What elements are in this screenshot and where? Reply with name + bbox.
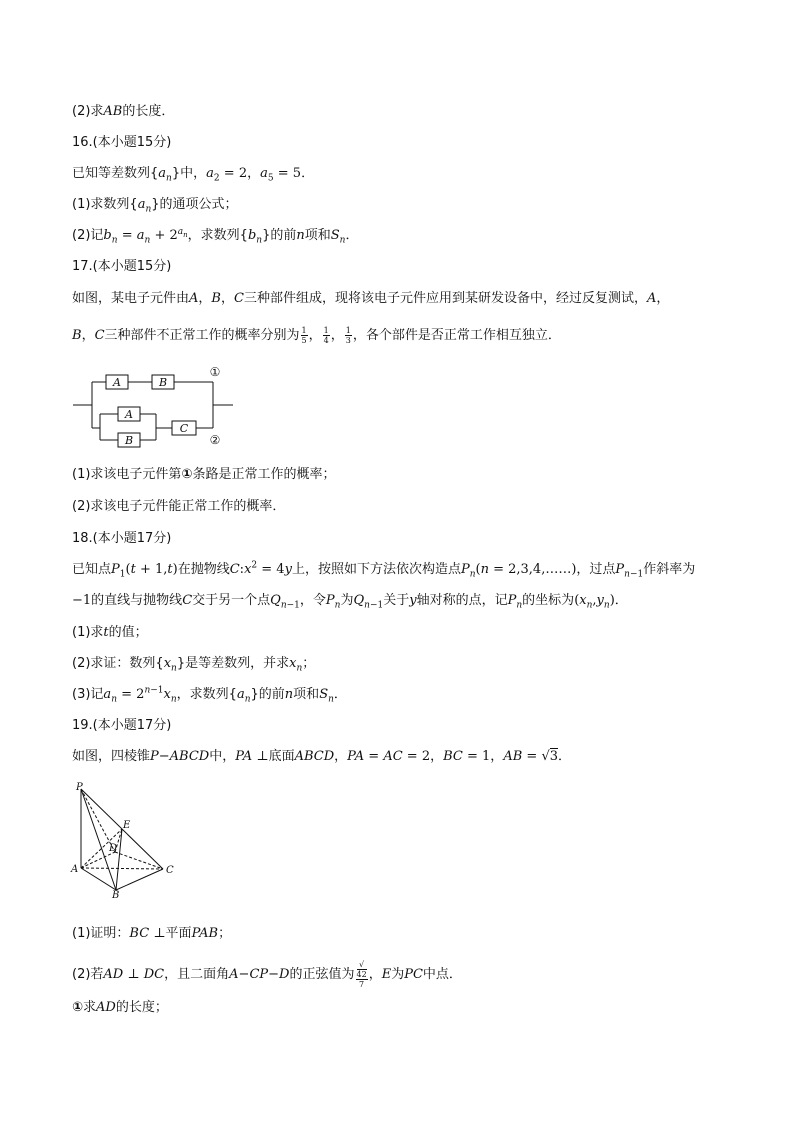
q16-part1: (1)求数列$\{a_n\}$的通项公式； — [72, 197, 238, 215]
pyramid-label-c: C — [166, 865, 174, 876]
q18-stem-2: −1的直线与抛物线C交于另一个点$Q_{n-1}$，令$P_n$为$Q_{n-1}$关于y轴对称的点，记$P_n$的坐标为$(x_n,y_n)$． — [72, 593, 628, 611]
q17-stem-2: B，C三种部件不正常工作的概率分别为 $\frac{1}{5}$ ， $\frac{1}{4}$ ， $\frac{1}{3}$ ，各个部件是否正常工作相互独立． — [72, 326, 561, 345]
circuit-path-2-label: ② — [209, 433, 221, 447]
pyramid-label-a: A — [71, 864, 79, 875]
q18-part3: (3)记$a_n = 2^{n-1}x_n$，求数列$\{a_n\}$的前n项和$S_n$． — [72, 685, 347, 705]
q17-part1: (1)求该电子元件第①条路是正常工作的概率； — [72, 467, 336, 482]
q16-part2: (2)记$b_n = a_n + 2^{a_n}$，求数列$\{b_n\}$的前n项和$S_n$． — [72, 226, 359, 246]
pyramid-label-e: E — [123, 820, 131, 831]
q19-part2: (2)若AD ⊥ DC，且二面角A−CP−D的正弦值为 √ 42 7 ，E为PC中点． — [72, 960, 462, 989]
circuit-label-top-a: A — [113, 376, 121, 389]
circuit-label-top-b: B — [158, 376, 168, 389]
q16-stem: 已知等差数列$\{a_n\}$中，$a_2 = 2$，$a_5 = 5$． — [72, 166, 315, 184]
q19-stem: 如图，四棱锥P−ABCD中，PA ⊥底面ABCD，PA = AC = 2，BC = 1，AB = √3． — [72, 749, 572, 764]
q16-heading: 16.(本小题15分) — [72, 135, 172, 150]
q18-heading: 18.(本小题17分) — [72, 531, 172, 546]
circuit-label-mid-a: A — [125, 408, 133, 421]
q18-part1: (1)求t的值； — [72, 625, 148, 640]
q18-part2: (2)求证：数列$\{x_n\}$是等差数列，并求$x_n$； — [72, 656, 316, 674]
pyramid-label-b: B — [112, 890, 120, 898]
q18-stem-1: 已知点$P_1(t + 1,t)$在抛物线$C:x^2 = 4y$上，按照如下方法依次构造点$P_n(n$ = 2,3,4,……)，过点$P_{n-1}$作斜率为 — [72, 560, 696, 580]
q19-heading: 19.(本小题17分) — [72, 718, 172, 733]
pyramid-figure — [68, 780, 188, 898]
circuit-label-bot-b: B — [124, 434, 134, 447]
q17-stem-1: 如图，某电子元件由A，B，C三种部件组成，现将该电子元件应用到某研发设备中，经过反复测试，A， — [72, 291, 670, 306]
pyramid-label-d: D — [109, 843, 118, 854]
q15-part2: (2)求AB的长度． — [72, 104, 175, 119]
pyramid-label-p: P — [76, 782, 83, 793]
q17-heading: 17.(本小题15分) — [72, 259, 172, 274]
q19-part2-sub1: ①求AD的长度； — [72, 1000, 168, 1015]
circuit-path-1-label: ① — [209, 365, 221, 379]
q17-part2: (2)求该电子元件能正常工作的概率． — [72, 499, 286, 514]
q19-part1: (1)证明：BC ⊥平面PAB； — [72, 926, 232, 941]
circuit-diagram — [70, 364, 240, 450]
circuit-label-c: C — [179, 422, 189, 435]
